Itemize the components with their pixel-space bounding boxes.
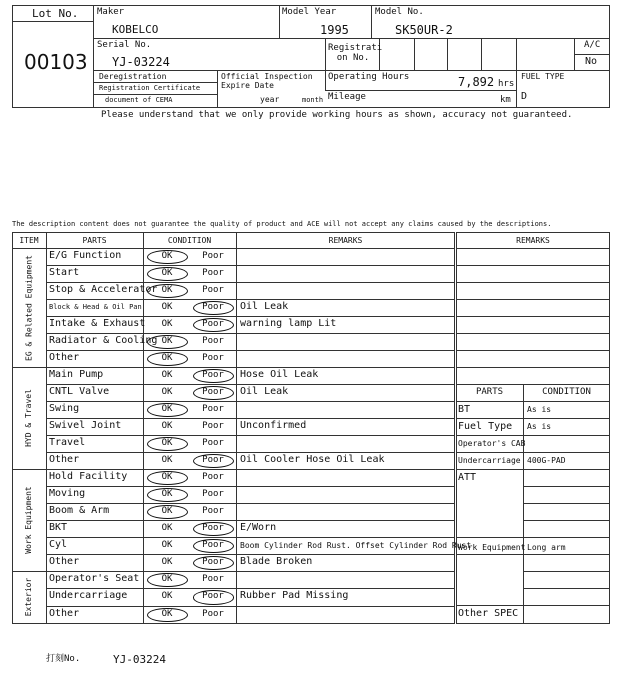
notice-text: Please understand that we only provide working hours as shown, accuracy not guaranteed. bbox=[101, 110, 573, 120]
poor-circle bbox=[193, 590, 234, 604]
remark-text: Oil Leak bbox=[240, 386, 289, 397]
condition-ok: OK bbox=[161, 404, 173, 414]
spec-sub-divider bbox=[523, 588, 610, 589]
row-divider bbox=[46, 486, 455, 487]
part-label: Cyl bbox=[49, 539, 68, 550]
part-label: Start bbox=[49, 267, 80, 278]
remark-text: Hose Oil Leak bbox=[240, 369, 319, 380]
header-parts: PARTS bbox=[82, 236, 107, 245]
document-of-cema-label: document of CEMA bbox=[105, 96, 173, 104]
condition-ok: OK bbox=[161, 336, 173, 346]
ok-circle bbox=[147, 608, 188, 622]
poor-circle bbox=[193, 539, 234, 553]
part-label: Swivel Joint bbox=[49, 420, 122, 431]
spec-sub-divider bbox=[523, 503, 610, 504]
condition-ok: OK bbox=[161, 421, 173, 431]
lot-no: 00103 bbox=[24, 50, 88, 74]
row-divider bbox=[46, 554, 455, 555]
section-label: Work Equipment bbox=[24, 486, 33, 554]
ok-circle bbox=[147, 488, 188, 502]
condition-poor: Poor bbox=[202, 353, 224, 363]
condition-ok: OK bbox=[161, 455, 173, 465]
fuel-type: D bbox=[521, 91, 528, 102]
right-remarks-header: REMARKS bbox=[516, 236, 550, 245]
ok-circle bbox=[147, 267, 188, 281]
row-divider bbox=[46, 520, 455, 521]
part-label: Hold Facility bbox=[49, 471, 128, 482]
condition-ok: OK bbox=[161, 489, 173, 499]
ok-circle bbox=[147, 403, 188, 417]
spec-part: Fuel Type bbox=[458, 421, 513, 432]
part-label: E/G Function bbox=[49, 250, 122, 261]
part-label: Boom & Arm bbox=[49, 505, 110, 516]
spec-condition: As is bbox=[527, 405, 552, 414]
condition-poor: Poor bbox=[202, 472, 224, 482]
spec-divider bbox=[456, 418, 610, 419]
row-divider bbox=[46, 265, 455, 266]
condition-poor: Poor bbox=[202, 336, 224, 346]
remark-text: Oil Cooler Hose Oil Leak bbox=[240, 454, 385, 465]
row-divider bbox=[46, 316, 455, 317]
spec-divider bbox=[456, 435, 610, 436]
condition-poor: Poor bbox=[202, 302, 224, 312]
condition-ok: OK bbox=[161, 387, 173, 397]
row-divider bbox=[46, 350, 455, 351]
spec-parts-header: PARTS bbox=[475, 387, 504, 397]
lot-no-label: Lot No. bbox=[32, 7, 79, 20]
month-label: month bbox=[302, 96, 324, 104]
part-label: Stop & Accelerator bbox=[49, 284, 158, 295]
ok-circle bbox=[147, 335, 188, 349]
part-label: Other bbox=[49, 454, 80, 465]
section-label: EG & Related Equipment bbox=[24, 254, 33, 361]
model-year-label: Model Year bbox=[282, 7, 337, 17]
spec-sub-divider bbox=[523, 520, 610, 521]
condition-poor: Poor bbox=[202, 421, 224, 431]
row-divider bbox=[46, 418, 455, 419]
deregistration-label: Deregistration bbox=[99, 72, 167, 81]
condition-poor: Poor bbox=[202, 557, 224, 567]
part-label: Undercarriage bbox=[49, 590, 128, 602]
spec-divider bbox=[456, 469, 610, 470]
condition-poor: Poor bbox=[202, 251, 224, 261]
km-label: km bbox=[500, 95, 511, 105]
disclaimer-text: The description content does not guarantee the quality of product and ACE will not accept any claims caused by the descriptions. bbox=[12, 220, 552, 228]
condition-ok: OK bbox=[161, 506, 173, 516]
spec-part: Work Equipment bbox=[458, 543, 526, 552]
spec-sub-divider bbox=[523, 605, 610, 606]
model-no-label: Model No. bbox=[375, 7, 424, 17]
condition-poor: Poor bbox=[202, 574, 224, 584]
condition-ok: OK bbox=[161, 557, 173, 567]
remark-text: Boom Cylinder Rod Rust. Offset Cylinder Rod Rust bbox=[240, 541, 472, 550]
poor-circle bbox=[193, 556, 234, 570]
section-divider bbox=[12, 367, 455, 368]
condition-ok: OK bbox=[161, 438, 173, 448]
condition-poor: Poor bbox=[202, 387, 224, 397]
condition-poor: Poor bbox=[202, 285, 224, 295]
header-condition: CONDITION bbox=[167, 236, 212, 245]
poor-circle bbox=[193, 522, 234, 536]
serial-no-label: Serial No. bbox=[97, 40, 152, 50]
part-label: Radiator & Cooling bbox=[49, 335, 158, 346]
spec-divider bbox=[456, 452, 610, 453]
operating-hours-label: Operating Hours bbox=[328, 72, 410, 82]
spec-divider bbox=[456, 401, 610, 402]
spec-divider bbox=[456, 537, 523, 538]
part-label: Swing bbox=[49, 403, 80, 414]
condition-ok: OK bbox=[161, 591, 173, 602]
condition-ok: OK bbox=[161, 523, 173, 533]
condition-ok: OK bbox=[161, 353, 173, 363]
spec-sub-divider bbox=[523, 537, 610, 538]
stamp-no-label: 打刻No. bbox=[46, 654, 81, 664]
spec-sub-divider bbox=[523, 571, 610, 572]
row-divider bbox=[46, 606, 455, 607]
condition-poor: Poor bbox=[202, 404, 224, 414]
ok-circle bbox=[147, 505, 188, 519]
condition-poor: Poor bbox=[202, 506, 224, 516]
model-no: SK50UR-2 bbox=[395, 23, 453, 37]
maker: KOBELCO bbox=[112, 23, 159, 36]
spec-part: BT bbox=[458, 404, 471, 415]
header-item: ITEM bbox=[19, 236, 39, 245]
condition-ok: OK bbox=[161, 285, 173, 295]
spec-part: Operator's CAB bbox=[458, 439, 526, 448]
condition-ok: OK bbox=[161, 608, 173, 619]
spec-condition: As is bbox=[527, 422, 552, 431]
part-label: Operator's Seat bbox=[49, 573, 140, 584]
condition-ok: OK bbox=[161, 370, 173, 380]
part-label: Other bbox=[49, 556, 80, 567]
row-divider bbox=[46, 537, 455, 538]
part-label: BKT bbox=[49, 522, 68, 533]
poor-circle bbox=[193, 318, 234, 332]
condition-poor: Poor bbox=[202, 523, 224, 533]
remark-text: E/Worn bbox=[240, 522, 277, 533]
spec-sub-divider bbox=[523, 554, 610, 555]
condition-poor: Poor bbox=[202, 540, 224, 550]
row-divider bbox=[46, 503, 455, 504]
ac-value: No bbox=[585, 56, 598, 67]
spec-condition-header: CONDITION bbox=[542, 387, 591, 397]
serial-no: YJ-03224 bbox=[112, 55, 170, 69]
part-label: Other bbox=[49, 607, 80, 619]
condition-poor: Poor bbox=[202, 438, 224, 448]
part-label: Block & Head & Oil Pan bbox=[49, 303, 142, 311]
ok-circle bbox=[147, 437, 188, 451]
year-label: year bbox=[260, 95, 280, 104]
condition-poor: Poor bbox=[202, 319, 224, 329]
remark-text: Rubber Pad Missing bbox=[240, 590, 349, 602]
condition-poor: Poor bbox=[202, 489, 224, 499]
spec-part: Undercarriage bbox=[458, 456, 521, 465]
poor-circle bbox=[193, 386, 234, 400]
row-divider bbox=[46, 452, 455, 453]
row-divider bbox=[46, 384, 455, 385]
remark-text: Oil Leak bbox=[240, 301, 289, 312]
poor-circle bbox=[193, 454, 234, 468]
section-divider bbox=[12, 571, 455, 572]
condition-ok: OK bbox=[161, 574, 173, 584]
condition-poor: Poor bbox=[202, 455, 224, 465]
remark-text: Blade Broken bbox=[240, 556, 313, 567]
section-label: HYD & Travel bbox=[24, 389, 33, 447]
condition-poor: Poor bbox=[202, 370, 224, 380]
part-label: Other bbox=[49, 352, 80, 363]
spec-part: ATT bbox=[458, 472, 477, 483]
row-divider bbox=[46, 299, 455, 300]
condition-poor: Poor bbox=[202, 268, 224, 278]
row-divider bbox=[46, 401, 455, 402]
spec-condition: Long arm bbox=[527, 543, 566, 552]
remark-text: Unconfirmed bbox=[240, 420, 307, 431]
remark-text: warning lamp Lit bbox=[240, 318, 337, 329]
condition-ok: OK bbox=[161, 268, 173, 278]
condition-ok: OK bbox=[161, 302, 173, 312]
operating-hours: 7,892 bbox=[458, 75, 495, 89]
condition-poor: Poor bbox=[202, 591, 224, 602]
part-label: CNTL Valve bbox=[49, 386, 110, 397]
part-label: Moving bbox=[49, 488, 86, 499]
model-year: 1995 bbox=[320, 23, 349, 37]
part-label: Main Pump bbox=[49, 369, 104, 380]
header-remarks: REMARKS bbox=[328, 236, 363, 245]
row-divider bbox=[46, 588, 455, 589]
condition-ok: OK bbox=[161, 251, 173, 261]
spec-part: Other SPEC bbox=[458, 608, 519, 619]
registration-certificate-label: Registration Certificate bbox=[99, 84, 201, 92]
row-divider bbox=[46, 435, 455, 436]
ac-label: A/C bbox=[584, 40, 601, 50]
fuel-type-label: FUEL TYPE bbox=[521, 72, 565, 81]
part-label: Travel bbox=[49, 437, 86, 448]
hrs-label: hrs bbox=[498, 79, 515, 89]
condition-poor: Poor bbox=[202, 608, 224, 619]
part-label: Intake & Exhaust bbox=[49, 318, 146, 329]
section-divider bbox=[12, 469, 455, 470]
mileage-label: Mileage bbox=[328, 92, 366, 102]
registration-label: Registrati on No. bbox=[328, 43, 383, 63]
condition-ok: OK bbox=[161, 540, 173, 550]
condition-ok: OK bbox=[161, 319, 173, 329]
spec-sub-divider bbox=[523, 486, 610, 487]
stamp-no-value: YJ-03224 bbox=[113, 653, 166, 666]
row-divider bbox=[46, 282, 455, 283]
ok-circle bbox=[147, 250, 188, 264]
maker-label: Maker bbox=[97, 7, 125, 17]
official-inspection-label: Official Inspection Expire Date bbox=[221, 72, 313, 90]
spec-condition: 400G-PAD bbox=[527, 456, 566, 465]
ok-circle bbox=[147, 471, 188, 485]
section-label: Exterior bbox=[24, 577, 33, 617]
spec-divider bbox=[456, 554, 523, 555]
poor-circle bbox=[193, 301, 234, 315]
row-divider bbox=[46, 333, 455, 334]
ok-circle bbox=[147, 284, 188, 298]
condition-ok: OK bbox=[161, 472, 173, 482]
ok-circle bbox=[147, 352, 188, 366]
spec-divider bbox=[456, 605, 523, 606]
poor-circle bbox=[193, 369, 234, 383]
